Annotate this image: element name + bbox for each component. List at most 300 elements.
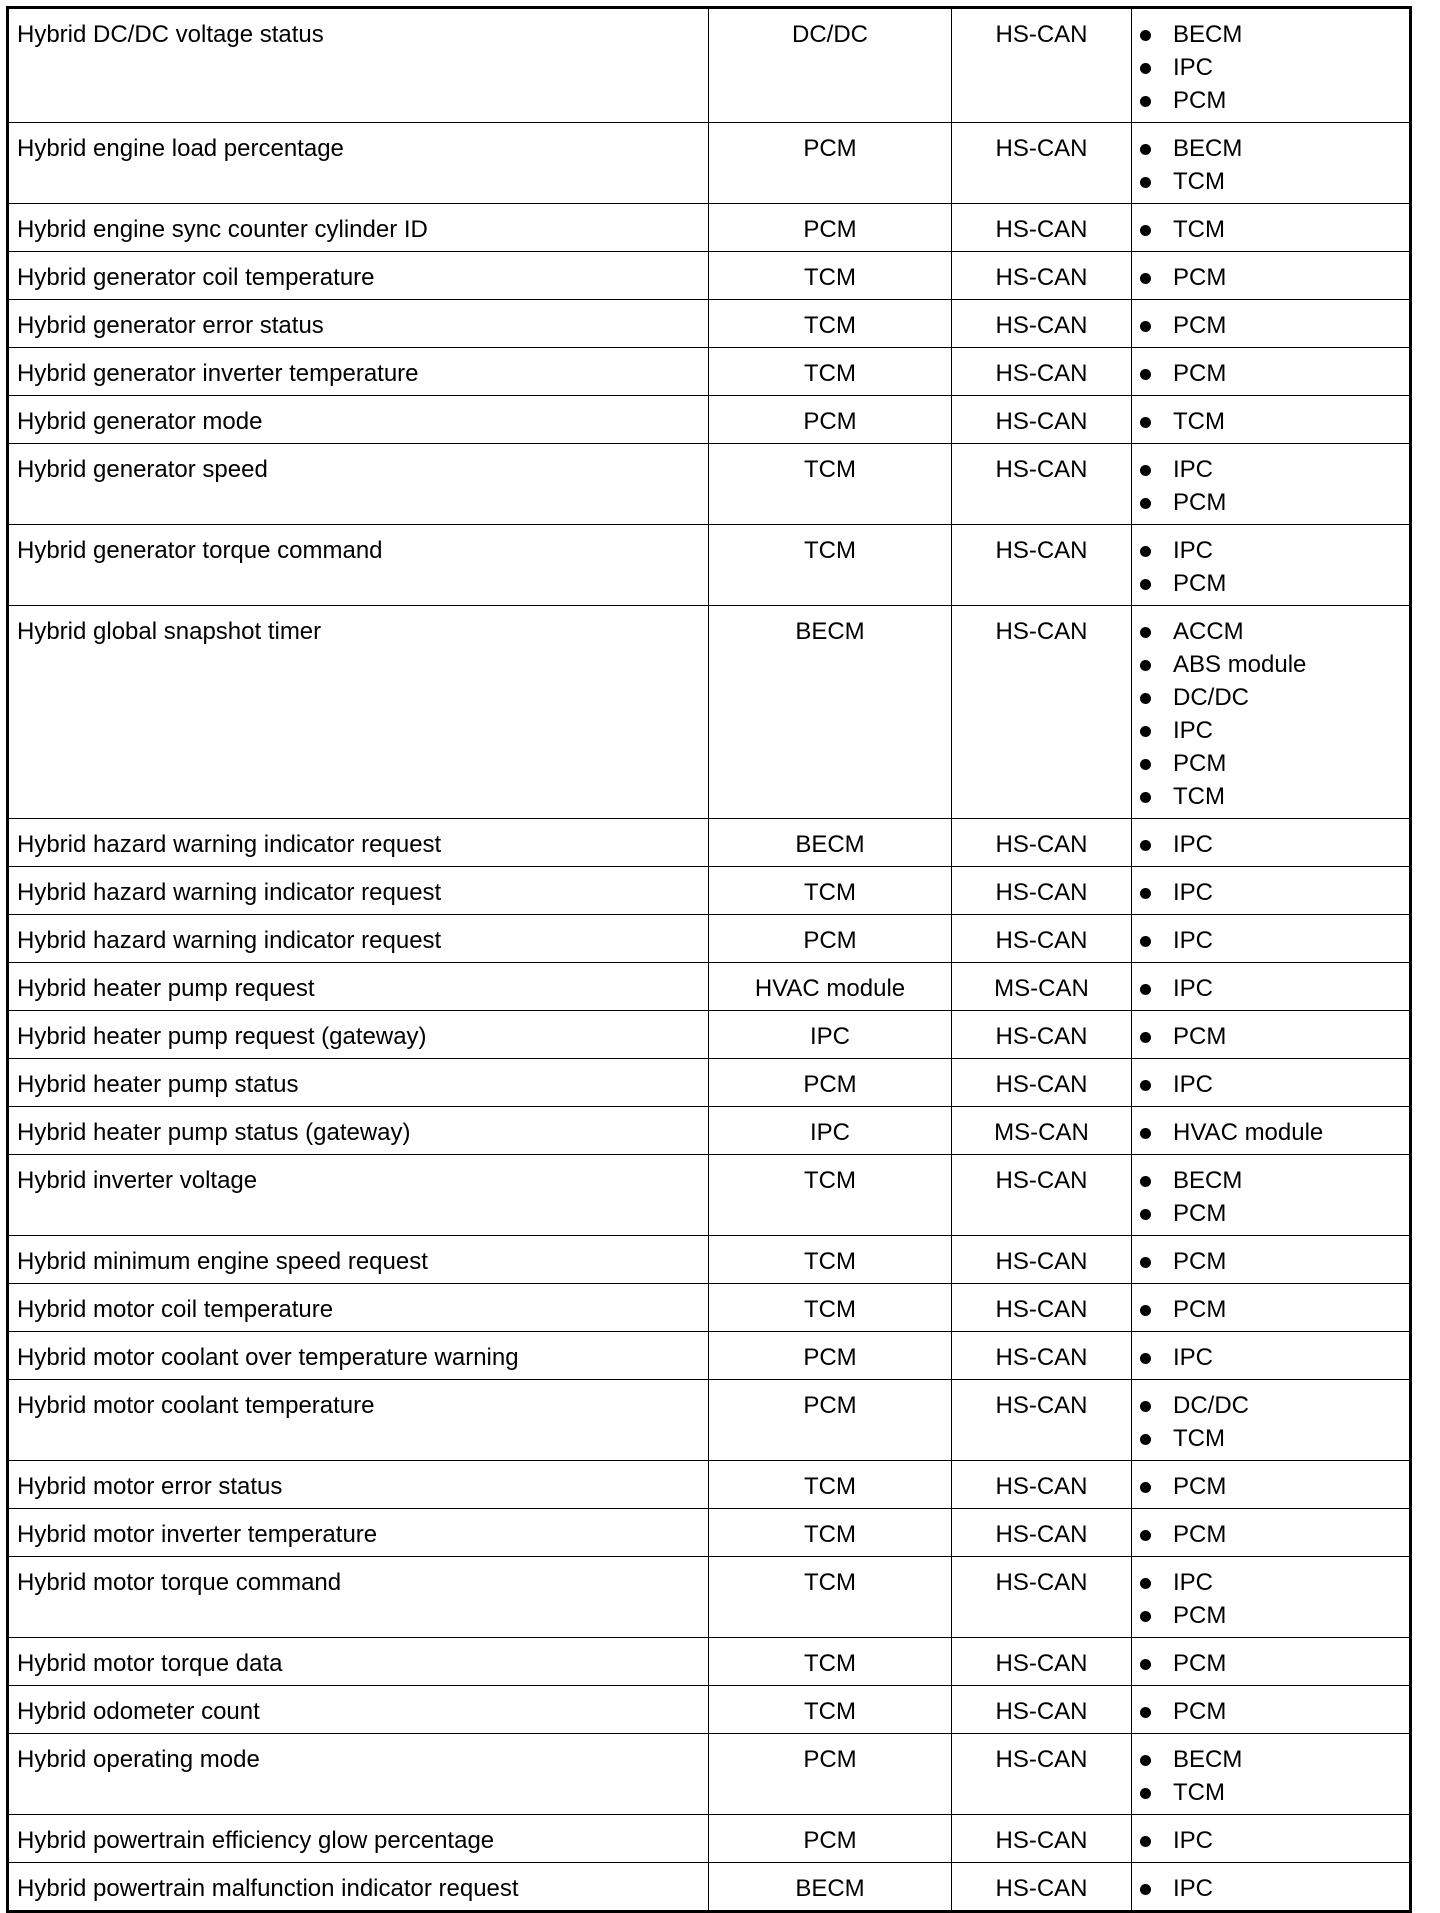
network-cell: HS-CAN: [952, 396, 1132, 444]
receiver-label: IPC: [1173, 54, 1214, 81]
bullet-icon: [1140, 579, 1151, 590]
table-row: [8, 204, 1411, 252]
originator-cell: TCM: [709, 1236, 952, 1284]
receivers-cell: [1132, 1461, 1411, 1509]
receiver-list: [1140, 19, 1401, 117]
originator-cell: BECM: [709, 819, 952, 867]
receiver-list: [1140, 1696, 1401, 1728]
table-row: [8, 8, 1411, 123]
receiver-list: [1140, 616, 1401, 813]
bullet-icon: [1140, 627, 1151, 638]
network-cell: HS-CAN: [952, 1815, 1132, 1863]
message-cell: Hybrid DC/DC voltage status: [8, 8, 709, 123]
originator-cell: IPC: [709, 1011, 952, 1059]
receivers-cell: [1132, 1686, 1411, 1734]
receiver-label: BECM: [1173, 21, 1243, 48]
receiver-label: DC/DC: [1173, 684, 1249, 711]
receiver-label: PCM: [1173, 87, 1227, 114]
receiver-item: [1140, 1165, 1401, 1197]
receivers-cell: [1132, 396, 1411, 444]
network-cell: HS-CAN: [952, 867, 1132, 915]
receiver-item: [1140, 616, 1401, 648]
receiver-list: [1140, 1390, 1401, 1455]
receiver-label: PCM: [1173, 312, 1227, 339]
network-cell: HS-CAN: [952, 1734, 1132, 1815]
message-cell: Hybrid generator mode: [8, 396, 709, 444]
network-cell: HS-CAN: [952, 1863, 1132, 1912]
table-row: [8, 1638, 1411, 1686]
receiver-label: PCM: [1173, 750, 1227, 777]
receivers-cell: [1132, 525, 1411, 606]
originator-cell: PCM: [709, 1332, 952, 1380]
table-row: [8, 444, 1411, 525]
receiver-item: [1140, 535, 1401, 567]
receivers-cell: [1132, 1509, 1411, 1557]
bullet-icon: [1140, 369, 1151, 380]
bullet-icon: [1140, 546, 1151, 557]
network-cell: HS-CAN: [952, 1011, 1132, 1059]
receiver-label: ABS module: [1173, 651, 1307, 678]
receiver-label: PCM: [1173, 1023, 1227, 1050]
originator-cell: PCM: [709, 123, 952, 204]
originator-cell: PCM: [709, 204, 952, 252]
receivers-cell: [1132, 1236, 1411, 1284]
bullet-icon: [1140, 984, 1151, 995]
receivers-cell: [1132, 444, 1411, 525]
receivers-cell: [1132, 204, 1411, 252]
receivers-cell: [1132, 1638, 1411, 1686]
receiver-item: [1140, 166, 1401, 198]
message-cell: Hybrid powertrain efficiency glow percentage: [8, 1815, 709, 1863]
network-cell: HS-CAN: [952, 204, 1132, 252]
receivers-cell: [1132, 1734, 1411, 1815]
table-body: [8, 8, 1411, 1912]
originator-cell: PCM: [709, 1059, 952, 1107]
receiver-label: PCM: [1173, 1698, 1227, 1725]
receivers-cell: [1132, 963, 1411, 1011]
bullet-icon: [1140, 936, 1151, 947]
bullet-icon: [1140, 1482, 1151, 1493]
table-row: [8, 1734, 1411, 1815]
bullet-icon: [1140, 1530, 1151, 1541]
receivers-cell: [1132, 1059, 1411, 1107]
receiver-item: [1140, 715, 1401, 747]
network-message-table: [6, 6, 1412, 1913]
receiver-label: IPC: [1173, 879, 1214, 906]
receiver-list: [1140, 1117, 1401, 1149]
receiver-label: TCM: [1173, 408, 1225, 435]
bullet-icon: [1140, 888, 1151, 899]
receiver-label: PCM: [1173, 570, 1227, 597]
receiver-label: PCM: [1173, 1248, 1227, 1275]
receiver-label: IPC: [1173, 927, 1214, 954]
table-row: [8, 1011, 1411, 1059]
bullet-icon: [1140, 1578, 1151, 1589]
receiver-label: IPC: [1173, 975, 1214, 1002]
bullet-icon: [1140, 693, 1151, 704]
receiver-label: PCM: [1173, 1296, 1227, 1323]
message-cell: Hybrid engine sync counter cylinder ID: [8, 204, 709, 252]
network-cell: HS-CAN: [952, 1059, 1132, 1107]
bullet-icon: [1140, 1611, 1151, 1622]
receivers-cell: [1132, 1155, 1411, 1236]
originator-cell: PCM: [709, 915, 952, 963]
receivers-cell: [1132, 252, 1411, 300]
network-cell: HS-CAN: [952, 1332, 1132, 1380]
receiver-item: [1140, 973, 1401, 1005]
receiver-item: [1140, 1777, 1401, 1809]
network-cell: HS-CAN: [952, 606, 1132, 819]
message-cell: Hybrid hazard warning indicator request: [8, 867, 709, 915]
network-cell: HS-CAN: [952, 1236, 1132, 1284]
bullet-icon: [1140, 726, 1151, 737]
receiver-label: PCM: [1173, 1650, 1227, 1677]
receiver-item: [1140, 1600, 1401, 1632]
originator-cell: TCM: [709, 1284, 952, 1332]
receivers-cell: [1132, 1557, 1411, 1638]
receivers-cell: [1132, 1011, 1411, 1059]
originator-cell: TCM: [709, 252, 952, 300]
table-row: [8, 1509, 1411, 1557]
network-cell: HS-CAN: [952, 1461, 1132, 1509]
receiver-list: [1140, 1246, 1401, 1278]
receiver-list: [1140, 877, 1401, 909]
originator-cell: PCM: [709, 1815, 952, 1863]
message-cell: Hybrid generator speed: [8, 444, 709, 525]
network-cell: HS-CAN: [952, 348, 1132, 396]
receiver-list: [1140, 1342, 1401, 1374]
receiver-label: IPC: [1173, 831, 1214, 858]
receiver-label: TCM: [1173, 1779, 1225, 1806]
receiver-list: [1140, 973, 1401, 1005]
receiver-label: PCM: [1173, 360, 1227, 387]
originator-cell: BECM: [709, 1863, 952, 1912]
receiver-item: [1140, 649, 1401, 681]
receiver-item: [1140, 1519, 1401, 1551]
network-cell: MS-CAN: [952, 963, 1132, 1011]
originator-cell: HVAC module: [709, 963, 952, 1011]
receiver-label: BECM: [1173, 1746, 1243, 1773]
message-cell: Hybrid motor coolant over temperature warning: [8, 1332, 709, 1380]
network-cell: HS-CAN: [952, 252, 1132, 300]
receiver-item: [1140, 682, 1401, 714]
network-cell: HS-CAN: [952, 8, 1132, 123]
message-cell: Hybrid powertrain malfunction indicator request: [8, 1863, 709, 1912]
receiver-label: TCM: [1173, 1425, 1225, 1452]
receiver-list: [1140, 214, 1401, 246]
receiver-label: IPC: [1173, 1344, 1214, 1371]
network-cell: HS-CAN: [952, 300, 1132, 348]
network-cell: HS-CAN: [952, 123, 1132, 204]
receiver-item: [1140, 85, 1401, 117]
receiver-item: [1140, 1873, 1401, 1905]
originator-cell: TCM: [709, 1557, 952, 1638]
receiver-item: [1140, 568, 1401, 600]
bullet-icon: [1140, 1788, 1151, 1799]
table-row: [8, 1461, 1411, 1509]
bullet-icon: [1140, 225, 1151, 236]
message-cell: Hybrid motor coolant temperature: [8, 1380, 709, 1461]
receiver-item: [1140, 1390, 1401, 1422]
message-cell: Hybrid motor torque data: [8, 1638, 709, 1686]
document-page: [6, 6, 1409, 1913]
message-cell: Hybrid global snapshot timer: [8, 606, 709, 819]
table-row: [8, 963, 1411, 1011]
receiver-list: [1140, 133, 1401, 198]
network-cell: HS-CAN: [952, 525, 1132, 606]
receiver-item: [1140, 1246, 1401, 1278]
receiver-label: ACCM: [1173, 618, 1244, 645]
table-row: [8, 1107, 1411, 1155]
message-cell: Hybrid generator error status: [8, 300, 709, 348]
receiver-item: [1140, 1696, 1401, 1728]
originator-cell: TCM: [709, 348, 952, 396]
receivers-cell: [1132, 1332, 1411, 1380]
receiver-label: HVAC module: [1173, 1119, 1324, 1146]
receiver-label: IPC: [1173, 537, 1214, 564]
receiver-list: [1140, 1519, 1401, 1551]
message-cell: Hybrid motor error status: [8, 1461, 709, 1509]
message-cell: Hybrid minimum engine speed request: [8, 1236, 709, 1284]
bullet-icon: [1140, 144, 1151, 155]
receiver-item: [1140, 1825, 1401, 1857]
receiver-list: [1140, 829, 1401, 861]
message-cell: Hybrid hazard warning indicator request: [8, 819, 709, 867]
table-row: [8, 867, 1411, 915]
receivers-cell: [1132, 819, 1411, 867]
table-row: [8, 252, 1411, 300]
bullet-icon: [1140, 96, 1151, 107]
message-cell: Hybrid heater pump request (gateway): [8, 1011, 709, 1059]
table-row: [8, 819, 1411, 867]
table-row: [8, 1815, 1411, 1863]
message-cell: Hybrid odometer count: [8, 1686, 709, 1734]
receivers-cell: [1132, 867, 1411, 915]
receiver-item: [1140, 1744, 1401, 1776]
receiver-list: [1140, 1744, 1401, 1809]
receiver-item: [1140, 262, 1401, 294]
table-row: [8, 1059, 1411, 1107]
bullet-icon: [1140, 1755, 1151, 1766]
table-row: [8, 300, 1411, 348]
receivers-cell: [1132, 348, 1411, 396]
receiver-item: [1140, 133, 1401, 165]
receiver-list: [1140, 1873, 1401, 1905]
table-row: [8, 1863, 1411, 1912]
message-cell: Hybrid generator torque command: [8, 525, 709, 606]
receiver-item: [1140, 19, 1401, 51]
receiver-list: [1140, 1021, 1401, 1053]
bullet-icon: [1140, 321, 1151, 332]
bullet-icon: [1140, 273, 1151, 284]
bullet-icon: [1140, 417, 1151, 428]
bullet-icon: [1140, 498, 1151, 509]
receiver-list: [1140, 310, 1401, 342]
receivers-cell: [1132, 1380, 1411, 1461]
table-row: [8, 1557, 1411, 1638]
receiver-item: [1140, 454, 1401, 486]
bullet-icon: [1140, 840, 1151, 851]
bullet-icon: [1140, 1032, 1151, 1043]
originator-cell: PCM: [709, 1380, 952, 1461]
receivers-cell: [1132, 123, 1411, 204]
originator-cell: TCM: [709, 867, 952, 915]
originator-cell: TCM: [709, 1155, 952, 1236]
network-cell: MS-CAN: [952, 1107, 1132, 1155]
message-cell: Hybrid motor torque command: [8, 1557, 709, 1638]
bullet-icon: [1140, 63, 1151, 74]
receiver-item: [1140, 1423, 1401, 1455]
receivers-cell: [1132, 915, 1411, 963]
network-cell: HS-CAN: [952, 819, 1132, 867]
receiver-item: [1140, 1567, 1401, 1599]
receiver-label: PCM: [1173, 1602, 1227, 1629]
originator-cell: TCM: [709, 1638, 952, 1686]
bullet-icon: [1140, 1401, 1151, 1412]
table-row: [8, 1284, 1411, 1332]
originator-cell: TCM: [709, 444, 952, 525]
bullet-icon: [1140, 1707, 1151, 1718]
receiver-list: [1140, 358, 1401, 390]
receiver-item: [1140, 1021, 1401, 1053]
originator-cell: IPC: [709, 1107, 952, 1155]
table-row: [8, 606, 1411, 819]
receivers-cell: [1132, 606, 1411, 819]
network-cell: HS-CAN: [952, 1686, 1132, 1734]
originator-cell: TCM: [709, 1686, 952, 1734]
bullet-icon: [1140, 792, 1151, 803]
originator-cell: TCM: [709, 1509, 952, 1557]
receiver-item: [1140, 406, 1401, 438]
receivers-cell: [1132, 8, 1411, 123]
receiver-label: IPC: [1173, 1071, 1214, 1098]
bullet-icon: [1140, 759, 1151, 770]
message-cell: Hybrid heater pump status (gateway): [8, 1107, 709, 1155]
table-row: [8, 348, 1411, 396]
receiver-label: DC/DC: [1173, 1392, 1249, 1419]
receivers-cell: [1132, 1107, 1411, 1155]
receiver-item: [1140, 52, 1401, 84]
receiver-item: [1140, 1294, 1401, 1326]
originator-cell: TCM: [709, 300, 952, 348]
originator-cell: PCM: [709, 1734, 952, 1815]
table-row: [8, 1155, 1411, 1236]
receiver-label: IPC: [1173, 1569, 1214, 1596]
receiver-label: PCM: [1173, 489, 1227, 516]
receiver-item: [1140, 781, 1401, 813]
bullet-icon: [1140, 1209, 1151, 1220]
message-cell: Hybrid heater pump request: [8, 963, 709, 1011]
receiver-label: IPC: [1173, 717, 1214, 744]
receivers-cell: [1132, 1863, 1411, 1912]
table-row: [8, 1686, 1411, 1734]
receiver-label: PCM: [1173, 264, 1227, 291]
network-cell: HS-CAN: [952, 1509, 1132, 1557]
receiver-label: TCM: [1173, 216, 1225, 243]
bullet-icon: [1140, 1128, 1151, 1139]
receiver-label: BECM: [1173, 135, 1243, 162]
network-cell: HS-CAN: [952, 1380, 1132, 1461]
receiver-list: [1140, 1648, 1401, 1680]
receiver-label: IPC: [1173, 1827, 1214, 1854]
receiver-list: [1140, 1471, 1401, 1503]
receiver-label: PCM: [1173, 1200, 1227, 1227]
receiver-item: [1140, 748, 1401, 780]
message-cell: Hybrid motor coil temperature: [8, 1284, 709, 1332]
network-cell: HS-CAN: [952, 915, 1132, 963]
receiver-label: TCM: [1173, 168, 1225, 195]
table-row: [8, 123, 1411, 204]
network-cell: HS-CAN: [952, 444, 1132, 525]
bullet-icon: [1140, 1080, 1151, 1091]
bullet-icon: [1140, 660, 1151, 671]
receiver-list: [1140, 1567, 1401, 1632]
receiver-item: [1140, 214, 1401, 246]
bullet-icon: [1140, 1305, 1151, 1316]
message-cell: Hybrid engine load percentage: [8, 123, 709, 204]
receiver-list: [1140, 262, 1401, 294]
message-cell: Hybrid operating mode: [8, 1734, 709, 1815]
bullet-icon: [1140, 177, 1151, 188]
bullet-icon: [1140, 465, 1151, 476]
table-row: [8, 915, 1411, 963]
receiver-item: [1140, 1471, 1401, 1503]
receiver-list: [1140, 454, 1401, 519]
receiver-list: [1140, 1069, 1401, 1101]
network-cell: HS-CAN: [952, 1284, 1132, 1332]
receiver-label: PCM: [1173, 1473, 1227, 1500]
message-cell: Hybrid heater pump status: [8, 1059, 709, 1107]
network-cell: HS-CAN: [952, 1638, 1132, 1686]
receiver-label: PCM: [1173, 1521, 1227, 1548]
receiver-item: [1140, 1069, 1401, 1101]
bullet-icon: [1140, 1353, 1151, 1364]
receiver-item: [1140, 925, 1401, 957]
receiver-list: [1140, 535, 1401, 600]
originator-cell: TCM: [709, 525, 952, 606]
bullet-icon: [1140, 1176, 1151, 1187]
message-cell: Hybrid inverter voltage: [8, 1155, 709, 1236]
bullet-icon: [1140, 30, 1151, 41]
originator-cell: TCM: [709, 1461, 952, 1509]
receivers-cell: [1132, 1815, 1411, 1863]
receiver-item: [1140, 1342, 1401, 1374]
receiver-item: [1140, 358, 1401, 390]
table-row: [8, 525, 1411, 606]
message-cell: Hybrid generator inverter temperature: [8, 348, 709, 396]
receiver-list: [1140, 925, 1401, 957]
message-cell: Hybrid generator coil temperature: [8, 252, 709, 300]
receivers-cell: [1132, 1284, 1411, 1332]
table-row: [8, 1380, 1411, 1461]
bullet-icon: [1140, 1659, 1151, 1670]
receiver-item: [1140, 829, 1401, 861]
receiver-label: TCM: [1173, 783, 1225, 810]
network-cell: HS-CAN: [952, 1155, 1132, 1236]
receiver-item: [1140, 1198, 1401, 1230]
receiver-item: [1140, 1117, 1401, 1149]
receiver-label: BECM: [1173, 1167, 1243, 1194]
bullet-icon: [1140, 1884, 1151, 1895]
table-row: [8, 1332, 1411, 1380]
receiver-list: [1140, 406, 1401, 438]
receiver-label: IPC: [1173, 1875, 1214, 1902]
receiver-list: [1140, 1825, 1401, 1857]
originator-cell: DC/DC: [709, 8, 952, 123]
bullet-icon: [1140, 1257, 1151, 1268]
receiver-list: [1140, 1165, 1401, 1230]
receiver-list: [1140, 1294, 1401, 1326]
